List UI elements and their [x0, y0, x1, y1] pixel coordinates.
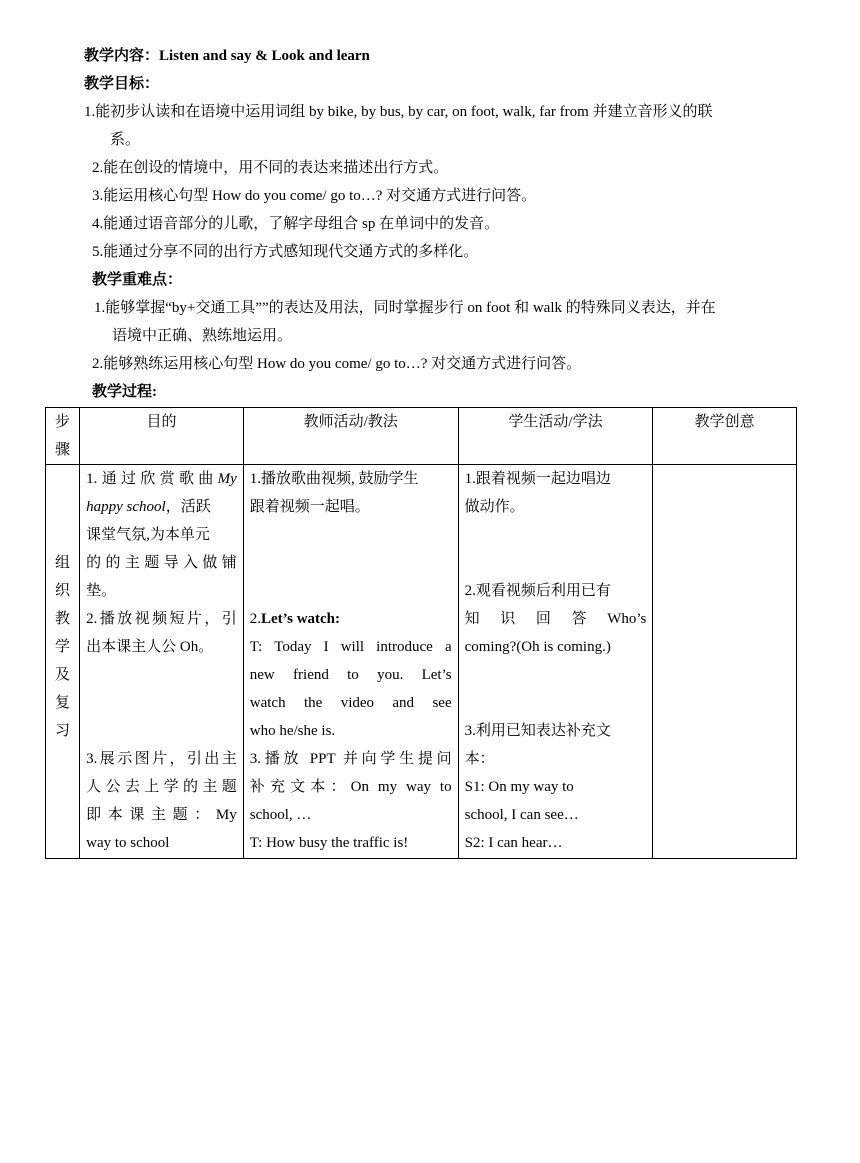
- student-line: 1.跟着视频一起边唱边: [464, 471, 611, 487]
- content-value: Listen and say & Look and learn: [159, 48, 370, 64]
- key-point-1-line-2: 语境中正确、熟练地运用。: [112, 328, 293, 344]
- header-goal: 目的: [80, 408, 244, 465]
- student-line: 知 识 回 答 Who’s: [464, 611, 647, 627]
- step-char: 学: [55, 639, 71, 655]
- header-step-char-2: 骤: [55, 442, 71, 458]
- goal-line: happy school，活跃: [86, 499, 211, 515]
- header-step-char-1: 步: [55, 414, 71, 430]
- goal-cell: [80, 465, 244, 859]
- goal-line: 垫。: [86, 583, 117, 599]
- goal-line: 3.展示图片，引出主: [86, 751, 237, 767]
- key-points-title: 教学重难点：: [92, 272, 183, 288]
- goal-line: 课堂气氛,为本单元: [86, 527, 210, 543]
- goal-line: 即本课主题：My: [86, 807, 237, 823]
- teacher-line: 跟着视频一起唱。: [249, 499, 370, 515]
- table-header-row: [46, 408, 797, 465]
- student-line: 本：: [464, 751, 495, 767]
- teaching-process-table: [45, 407, 797, 859]
- header-step: [46, 408, 80, 465]
- content-line: [84, 42, 370, 70]
- goal-line: way to school: [86, 835, 170, 851]
- objective-4: 4.能通过语音部分的儿歌，了解字母组合 sp 在单词中的发音。: [92, 216, 500, 232]
- step-char: 教: [55, 611, 71, 627]
- objectives-title: 教学目标：: [84, 76, 160, 92]
- header-creative: 教学创意: [653, 408, 797, 465]
- objective-1-line-1: 1.能初步认读和在语境中运用词组 by bike, by bus, by car, on foot, walk, far from 并建立音形义的联: [84, 104, 713, 120]
- objective-5: 5.能通过分享不同的出行方式感知现代交通方式的多样化。: [92, 244, 479, 260]
- step-char: 复: [55, 695, 71, 711]
- teacher-line: 1.播放歌曲视频, 鼓励学生: [249, 471, 419, 487]
- teacher-line: 2.Let’s watch:: [249, 611, 341, 627]
- creative-cell: [653, 465, 797, 859]
- key-point-1-line-1: 1.能够掌握“by+交通工具””的表达及用法，同时掌握步行 on foot 和 walk 的特殊同义表达，并在: [94, 300, 716, 316]
- header-student: 学生活动/学法: [458, 408, 653, 465]
- header-teacher: 教师活动/教法: [243, 408, 458, 465]
- key-point-2: 2.能够熟练运用核心句型 How do you come/ go to…? 对交通方式进行问答。: [92, 356, 582, 372]
- student-line: 3.利用已知表达补充文: [464, 723, 611, 739]
- objective-2: 2.能在创设的情境中，用不同的表达来描述出行方式。: [92, 160, 449, 176]
- goal-line: 1.通过欣赏歌曲My: [86, 471, 237, 487]
- goal-line: 出本课主人公 Oh。: [86, 639, 214, 655]
- objective-3: 3.能运用核心句型 How do you come/ go to…? 对交通方式进行问答。: [92, 188, 537, 204]
- student-line: S1: On my way to: [464, 779, 574, 795]
- teacher-line: 补充文本：On my way to: [249, 779, 452, 795]
- step-char: 习: [55, 723, 71, 739]
- teacher-line: who he/she is.: [249, 723, 336, 739]
- table-row: [46, 465, 797, 859]
- student-line: S2: I can hear…: [464, 835, 563, 851]
- student-cell: [458, 465, 653, 859]
- content-label: 教学内容：: [84, 48, 160, 64]
- step-char: 及: [55, 667, 71, 683]
- teacher-line: 3.播放 PPT 并向学生提问: [249, 751, 452, 767]
- student-line: 做动作。: [464, 499, 525, 515]
- student-line: school, I can see…: [464, 807, 579, 823]
- student-line: 2.观看视频后利用已有: [464, 583, 611, 599]
- teacher-line: school, …: [249, 807, 312, 823]
- goal-line: 2.播放视频短片，引: [86, 611, 237, 627]
- goal-line: 人公去上学的主题: [86, 779, 237, 795]
- step-char: 织: [55, 583, 71, 599]
- process-title: 教学过程:: [92, 384, 157, 400]
- step-cell: [46, 465, 80, 859]
- teacher-line: new friend to you. Let’s: [249, 667, 452, 683]
- teacher-line: watch the video and see: [249, 695, 452, 711]
- objective-1-line-2: 系。: [110, 132, 141, 148]
- teacher-line: T: How busy the traffic is!: [249, 835, 409, 851]
- teacher-cell: [243, 465, 458, 859]
- teacher-line: T: Today I will introduce a: [249, 639, 452, 655]
- step-char: 组: [55, 555, 71, 571]
- student-line: coming?(Oh is coming.): [464, 639, 611, 655]
- goal-line: 的的主题导入做铺: [86, 555, 237, 571]
